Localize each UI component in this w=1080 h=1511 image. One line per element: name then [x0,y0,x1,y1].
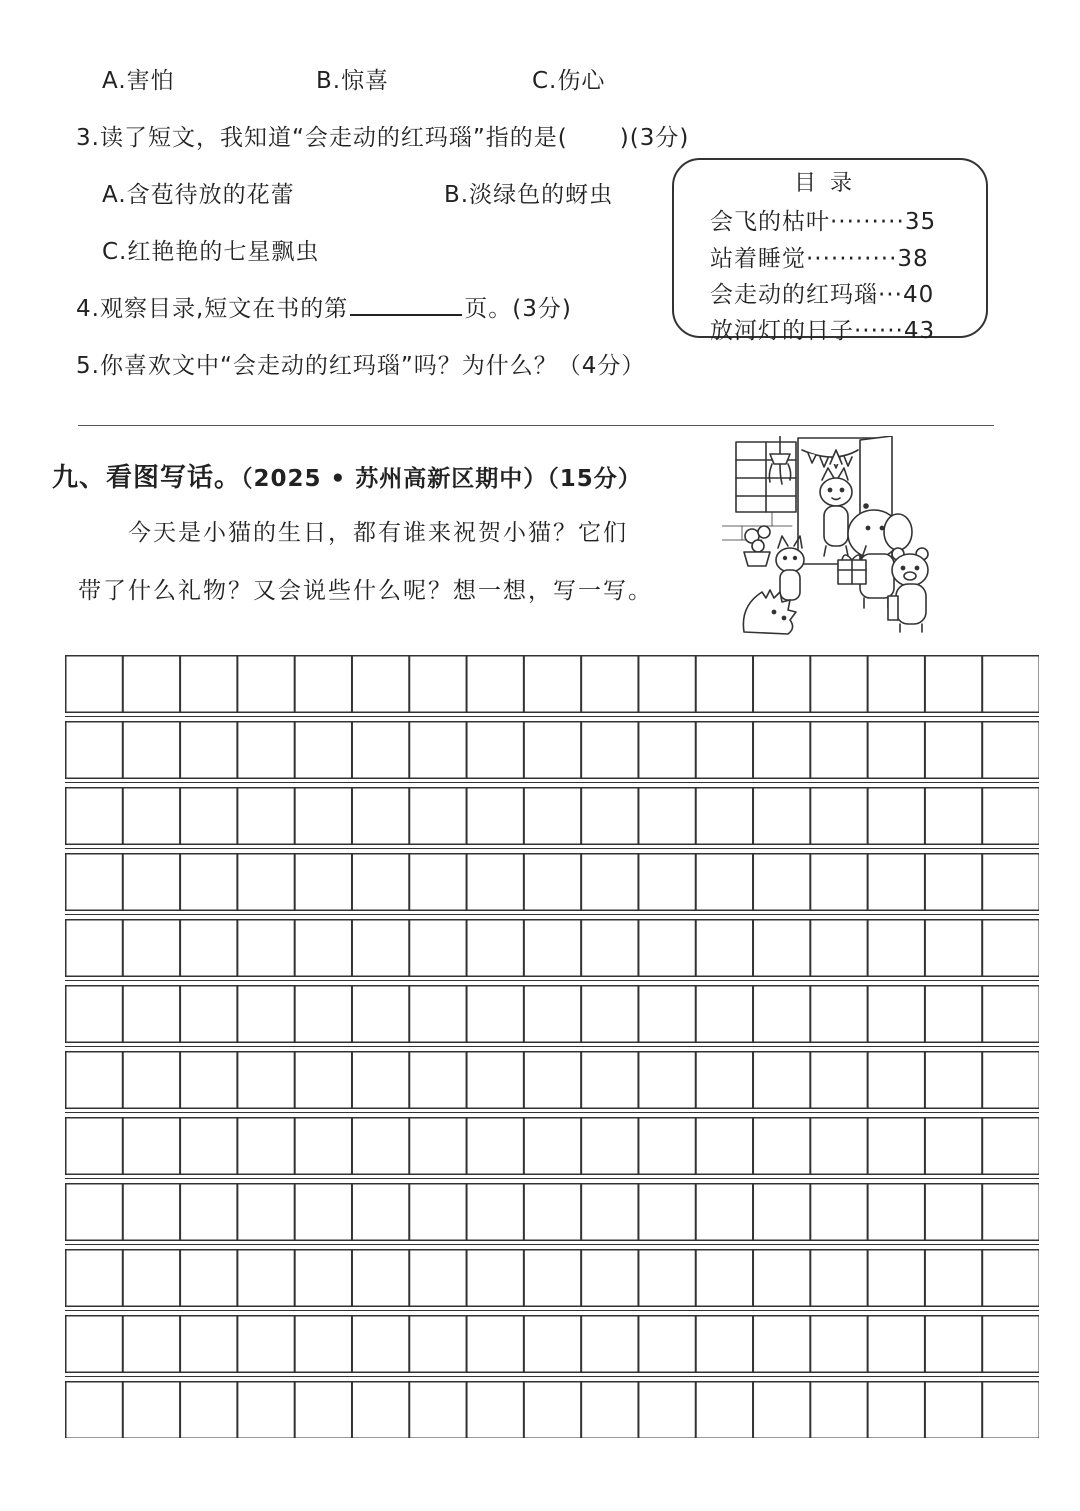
grid-cell[interactable] [696,1118,753,1175]
grid-cell[interactable] [753,722,810,779]
grid-cell[interactable] [295,1250,352,1307]
grid-cell[interactable] [295,656,352,713]
grid-cell[interactable] [753,1316,810,1373]
grid-cell[interactable] [123,788,180,845]
grid-cell[interactable] [982,1184,1039,1241]
grid-cell[interactable] [410,1316,467,1373]
grid-cell[interactable] [180,920,237,977]
q2-option-a: A.害怕 [102,68,175,94]
toc-entry-dots: ··········· [806,246,898,272]
grid-cell[interactable] [753,854,810,911]
grid-cell[interactable] [524,1184,581,1241]
grid-cell[interactable] [868,986,925,1043]
grid-cell[interactable] [925,1250,982,1307]
grid-cell[interactable] [467,1184,524,1241]
grid-cell[interactable] [123,1052,180,1109]
grid-cell[interactable] [811,1250,868,1307]
grid-cell[interactable] [524,788,581,845]
grid-cell[interactable] [123,1184,180,1241]
grid-cell[interactable] [66,1382,123,1438]
grid-cell[interactable] [295,1052,352,1109]
grid-cell[interactable] [180,1382,237,1438]
toc-entry-page: 43 [903,318,936,344]
grid-cell[interactable] [295,920,352,977]
grid-cell[interactable] [868,1184,925,1241]
grid-cell[interactable] [238,1052,295,1109]
grid-cell[interactable] [811,788,868,845]
q4-text-before: 4.观察目录,短文在书的第 [76,296,349,322]
grid-cell[interactable] [696,722,753,779]
grid-cell[interactable] [639,1250,696,1307]
q5: 5.你喜欢文中“会走动的红玛瑙”吗？为什么？（4分） [76,353,646,379]
grid-cell[interactable] [925,920,982,977]
grid-cell[interactable] [524,1118,581,1175]
grid-cell[interactable] [238,986,295,1043]
grid-cell[interactable] [180,656,237,713]
grid-cell[interactable] [66,1316,123,1373]
grid-cell[interactable] [123,1316,180,1373]
section-9-title-main: 九、看图写话。 [52,463,242,493]
grid-cell[interactable] [238,1382,295,1438]
grid-cell[interactable] [753,1118,810,1175]
grid-cell[interactable] [352,788,409,845]
grid-cell[interactable] [352,1052,409,1109]
grid-cell[interactable] [581,722,638,779]
grid-cell[interactable] [180,1250,237,1307]
grid-cell[interactable] [66,1118,123,1175]
q3-stem-text: 3.读了短文，我知道“会走动的红玛瑙”指的是( [76,125,568,151]
grid-cell[interactable] [639,920,696,977]
grid-cell[interactable] [982,920,1039,977]
section-9-prompt-line-2: 带了什么礼物？又会说些什么呢？想一想，写一写。 [78,578,653,604]
grid-cell[interactable] [753,1382,810,1438]
grid-cell[interactable] [811,1184,868,1241]
section-9-title-source: （2025 • 苏州高新区期中）（15分） [241,466,642,492]
grid-cell[interactable] [524,854,581,911]
gift-box-icon [838,555,866,584]
grid-cell[interactable] [66,656,123,713]
grid-cell[interactable] [352,854,409,911]
grid-cell[interactable] [238,1118,295,1175]
toc-entry-title: 放河灯的日子 [710,318,854,344]
q4-answer-blank[interactable] [350,294,462,316]
flower-pot-icon [744,526,770,566]
grid-cell[interactable] [66,788,123,845]
grid-cell[interactable] [467,788,524,845]
grid-cell[interactable] [868,854,925,911]
grid-cell[interactable] [868,1052,925,1109]
grid-cell[interactable] [753,1250,810,1307]
grid-cell[interactable] [696,1052,753,1109]
grid-cell[interactable] [524,722,581,779]
grid-cell[interactable] [467,1316,524,1373]
grid-cell[interactable] [238,854,295,911]
grid-cell[interactable] [524,1316,581,1373]
grid-cell[interactable] [66,1184,123,1241]
grid-cell[interactable] [639,1052,696,1109]
grid-cell[interactable] [982,656,1039,713]
grid-cell[interactable] [123,1382,180,1438]
grid-cell[interactable] [925,1184,982,1241]
grid-cell[interactable] [925,656,982,713]
grid-cell[interactable] [352,1250,409,1307]
grid-cell[interactable] [180,854,237,911]
grid-cell[interactable] [352,722,409,779]
grid-cell[interactable] [180,1052,237,1109]
grid-cell[interactable] [410,656,467,713]
grid-cell[interactable] [180,788,237,845]
grid-cell[interactable] [410,986,467,1043]
q3-points: )(3分) [619,125,690,151]
grid-cell[interactable] [467,920,524,977]
q4 [76,290,572,323]
grid-cell[interactable] [696,920,753,977]
grid-cell[interactable] [180,722,237,779]
grid-cell[interactable] [811,1118,868,1175]
q5-answer-line[interactable] [78,425,994,426]
grid-cell[interactable] [811,722,868,779]
grid-cell[interactable] [352,1184,409,1241]
grid-cell[interactable] [639,1184,696,1241]
grid-cell[interactable] [410,722,467,779]
q3-stem [76,119,689,152]
grid-cell[interactable] [295,1184,352,1241]
grid-cell[interactable] [639,722,696,779]
grid-cell[interactable] [753,1184,810,1241]
grid-cell[interactable] [639,854,696,911]
grid-cell[interactable] [868,1250,925,1307]
grid-cell[interactable] [123,1250,180,1307]
grid-cell[interactable] [753,656,810,713]
grid-cell[interactable] [639,1316,696,1373]
grid-cell[interactable] [123,722,180,779]
grid-cell[interactable] [410,920,467,977]
grid-cell[interactable] [753,986,810,1043]
grid-cell[interactable] [581,1250,638,1307]
grid-cell[interactable] [868,1118,925,1175]
table-of-contents [672,158,988,344]
grid-cell[interactable] [467,722,524,779]
grid-cell[interactable] [982,854,1039,911]
window-icon [736,442,796,512]
grid-cell[interactable] [982,1382,1039,1438]
toc-entry [710,203,936,236]
grid-cell[interactable] [639,788,696,845]
grid-cell[interactable] [410,788,467,845]
birthday-illustration [722,436,952,636]
grid-cell[interactable] [123,920,180,977]
grid-cell[interactable] [352,1118,409,1175]
grid-cell[interactable] [238,1316,295,1373]
grid-cell[interactable] [352,920,409,977]
q3-option-b: B.淡绿色的蚜虫 [444,182,614,208]
grid-cell[interactable] [639,986,696,1043]
q2-option-c: C.伤心 [532,68,606,94]
writing-grid-svg[interactable] [65,655,1039,1438]
grid-cell[interactable] [295,788,352,845]
grid-cell[interactable] [295,986,352,1043]
grid-cell[interactable] [868,1382,925,1438]
toc-entry-page: 35 [904,209,937,235]
grid-cell[interactable] [982,1052,1039,1109]
grid-cell[interactable] [66,986,123,1043]
grid-cell[interactable] [123,986,180,1043]
grid-cell[interactable] [352,1382,409,1438]
grid-cell[interactable] [811,1052,868,1109]
grid-cell[interactable] [352,1316,409,1373]
grid-cell[interactable] [410,854,467,911]
grid-cell[interactable] [639,1382,696,1438]
section-9-prompt-line-1: 今天是小猫的生日，都有谁来祝贺小猫？它们 [128,520,628,546]
grid-cell[interactable] [581,1052,638,1109]
grid-cell[interactable] [123,656,180,713]
grid-cell[interactable] [352,986,409,1043]
toc-entry [710,240,929,273]
writing-grid[interactable] [65,655,1039,1438]
grid-cell[interactable] [753,788,810,845]
grid-cell[interactable] [982,986,1039,1043]
q3-option-a: A.含苞待放的花蕾 [102,182,295,208]
grid-cell[interactable] [238,722,295,779]
q4-text-after: 页。(3分) [464,296,572,322]
grid-cell[interactable] [467,1250,524,1307]
grid-cell[interactable] [295,1382,352,1438]
grid-cell[interactable] [982,1118,1039,1175]
grid-cell[interactable] [410,1382,467,1438]
grid-cell[interactable] [524,1052,581,1109]
grid-cell[interactable] [66,1250,123,1307]
grid-cell[interactable] [639,1118,696,1175]
grid-cell[interactable] [581,1118,638,1175]
grid-cell[interactable] [524,986,581,1043]
grid-cell[interactable] [467,1052,524,1109]
grid-cell[interactable] [982,1316,1039,1373]
q3-option-c: C.红艳艳的七星飘虫 [102,239,320,265]
toc-title: 目录 [793,171,866,196]
grid-cell[interactable] [123,1118,180,1175]
grid-cell[interactable] [811,920,868,977]
toc-entry-title: 站着睡觉 [710,246,806,272]
grid-cell[interactable] [180,986,237,1043]
grid-cell[interactable] [982,722,1039,779]
grid-cell[interactable] [696,1316,753,1373]
grid-cell[interactable] [753,920,810,977]
grid-cell[interactable] [295,1118,352,1175]
grid-cell[interactable] [238,1184,295,1241]
grid-cell[interactable] [696,1184,753,1241]
grid-cell[interactable] [868,920,925,977]
toc-entry-title: 会飞的枯叶 [710,209,830,235]
grid-cell[interactable] [696,854,753,911]
grid-cell[interactable] [696,1250,753,1307]
grid-cell[interactable] [811,1382,868,1438]
grid-cell[interactable] [753,1052,810,1109]
grid-cell[interactable] [410,1118,467,1175]
grid-cell[interactable] [925,986,982,1043]
grid-cell[interactable] [352,656,409,713]
grid-cell[interactable] [925,722,982,779]
grid-cell[interactable] [66,920,123,977]
grid-cell[interactable] [639,656,696,713]
section-9-title [52,457,642,494]
grid-cell[interactable] [868,656,925,713]
grid-cell[interactable] [66,1052,123,1109]
grid-cell[interactable] [524,1382,581,1438]
grid-cell[interactable] [410,1250,467,1307]
grid-cell[interactable] [811,854,868,911]
grid-cell[interactable] [524,1250,581,1307]
toc-entry [710,276,934,309]
grid-cell[interactable] [925,788,982,845]
toc-entry-title: 会走动的红玛瑙 [710,282,878,308]
grid-cell[interactable] [868,722,925,779]
grid-cell[interactable] [581,1382,638,1438]
grid-cell[interactable] [66,854,123,911]
grid-cell[interactable] [581,986,638,1043]
grid-cell[interactable] [925,1052,982,1109]
grid-cell[interactable] [581,1316,638,1373]
grid-cell[interactable] [66,722,123,779]
toc-entry [710,312,935,345]
grid-cell[interactable] [581,920,638,977]
grid-cell[interactable] [180,1118,237,1175]
grid-cell[interactable] [982,1250,1039,1307]
grid-cell[interactable] [581,854,638,911]
grid-cell[interactable] [696,656,753,713]
q2-option-b: B.惊喜 [316,68,390,94]
toc-entry-page: 38 [897,246,929,272]
toc-entry-dots: ··· [878,282,903,308]
grid-cell[interactable] [467,1118,524,1175]
grid-cell[interactable] [811,656,868,713]
toc-entry-dots: ········· [830,209,905,235]
grid-cell[interactable] [696,986,753,1043]
grid-cell[interactable] [696,788,753,845]
grid-cell[interactable] [238,920,295,977]
grid-cell[interactable] [868,1316,925,1373]
toc-entry-page: 40 [902,282,935,308]
grid-cell[interactable] [811,986,868,1043]
toc-entry-dots: ······ [854,318,904,344]
grid-cell[interactable] [467,854,524,911]
grid-cell[interactable] [925,1316,982,1373]
grid-cell[interactable] [295,854,352,911]
grid-cell[interactable] [925,854,982,911]
grid-cell[interactable] [295,1316,352,1373]
grid-cell[interactable] [238,656,295,713]
grid-cell[interactable] [982,788,1039,845]
grid-cell[interactable] [238,788,295,845]
grid-cell[interactable] [410,1052,467,1109]
grid-cell[interactable] [180,1316,237,1373]
grid-cell[interactable] [696,1382,753,1438]
grid-cell[interactable] [524,656,581,713]
grid-cell[interactable] [811,1316,868,1373]
grid-cell[interactable] [581,656,638,713]
grid-cell[interactable] [581,788,638,845]
grid-cell[interactable] [925,1118,982,1175]
grid-cell[interactable] [238,1250,295,1307]
grid-cell[interactable] [123,854,180,911]
grid-cell[interactable] [868,788,925,845]
grid-cell[interactable] [524,920,581,977]
grid-cell[interactable] [467,986,524,1043]
grid-cell[interactable] [180,1184,237,1241]
grid-cell[interactable] [925,1382,982,1438]
grid-cell[interactable] [467,656,524,713]
grid-cell[interactable] [467,1382,524,1438]
grid-cell[interactable] [410,1184,467,1241]
grid-cell[interactable] [581,1184,638,1241]
grid-cell[interactable] [295,722,352,779]
